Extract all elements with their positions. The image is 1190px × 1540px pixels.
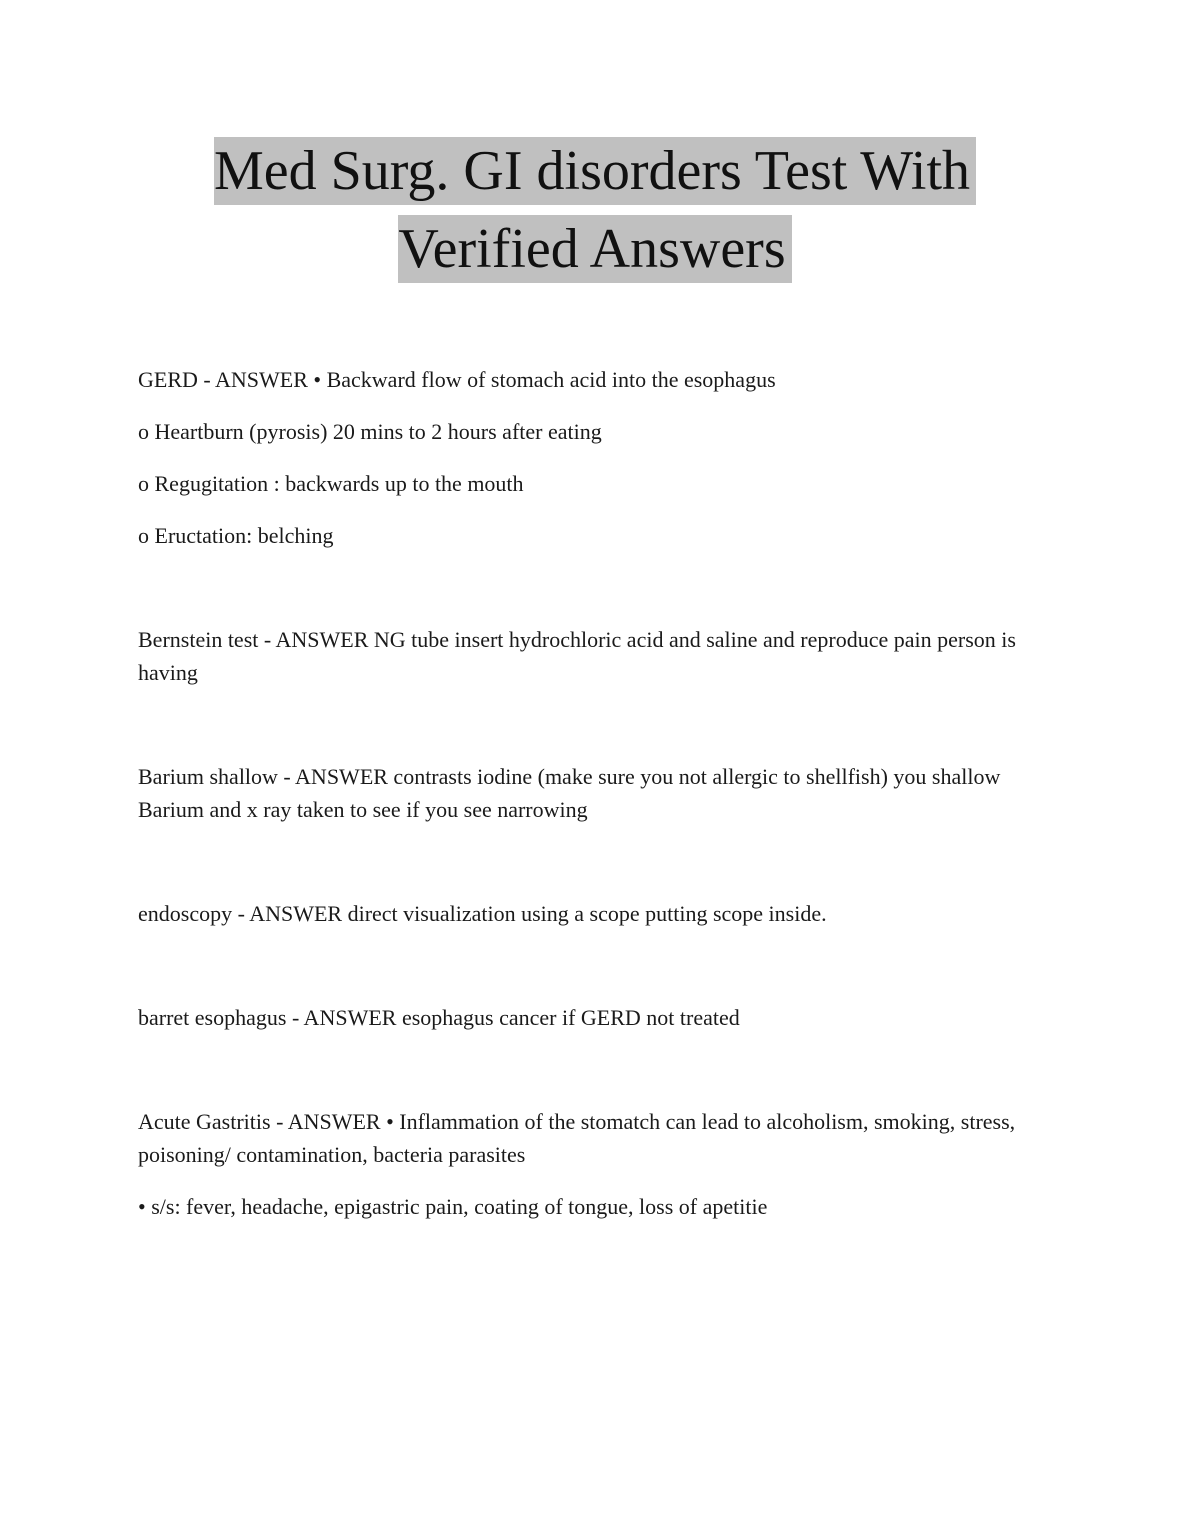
gerd-point-eructation: o Eructation: belching: [138, 523, 334, 548]
gerd-point-regurgitation: o Regugitation : backwards up to the mouth: [138, 471, 524, 496]
title-line-2: Verified Answers: [398, 215, 791, 283]
barium-entry: Barium shallow - ANSWER contrasts iodine (make sure you not allergic to shellfish) you shallow Barium and x ray taken to see if you see narrowing: [138, 764, 1001, 822]
gerd-point-heartburn: o Heartburn (pyrosis) 20 mins to 2 hours after eating: [138, 419, 602, 444]
barret-entry: barret esophagus - ANSWER esophagus cancer if GERD not treated: [138, 1005, 740, 1030]
gerd-entry: GERD - ANSWER • Backward flow of stomach acid into the esophagus: [138, 367, 776, 392]
title-line-1: Med Surg. GI disorders Test With: [214, 137, 976, 205]
gastritis-entry: Acute Gastritis - ANSWER • Inflammation of the stomatch can lead to alcoholism, smoking, stress, poisoning/ contamination, bacteria parasites: [138, 1109, 1016, 1167]
document-title: [0, 137, 1190, 293]
gastritis-symptoms: • s/s: fever, headache, epigastric pain, coating of tongue, loss of apetitie: [138, 1194, 768, 1219]
endoscopy-entry: endoscopy - ANSWER direct visualization using a scope putting scope inside.: [138, 901, 827, 926]
bernstein-entry: Bernstein test - ANSWER NG tube insert hydrochloric acid and saline and reproduce pain person is having: [138, 627, 1016, 685]
document-body: [138, 363, 1058, 1223]
